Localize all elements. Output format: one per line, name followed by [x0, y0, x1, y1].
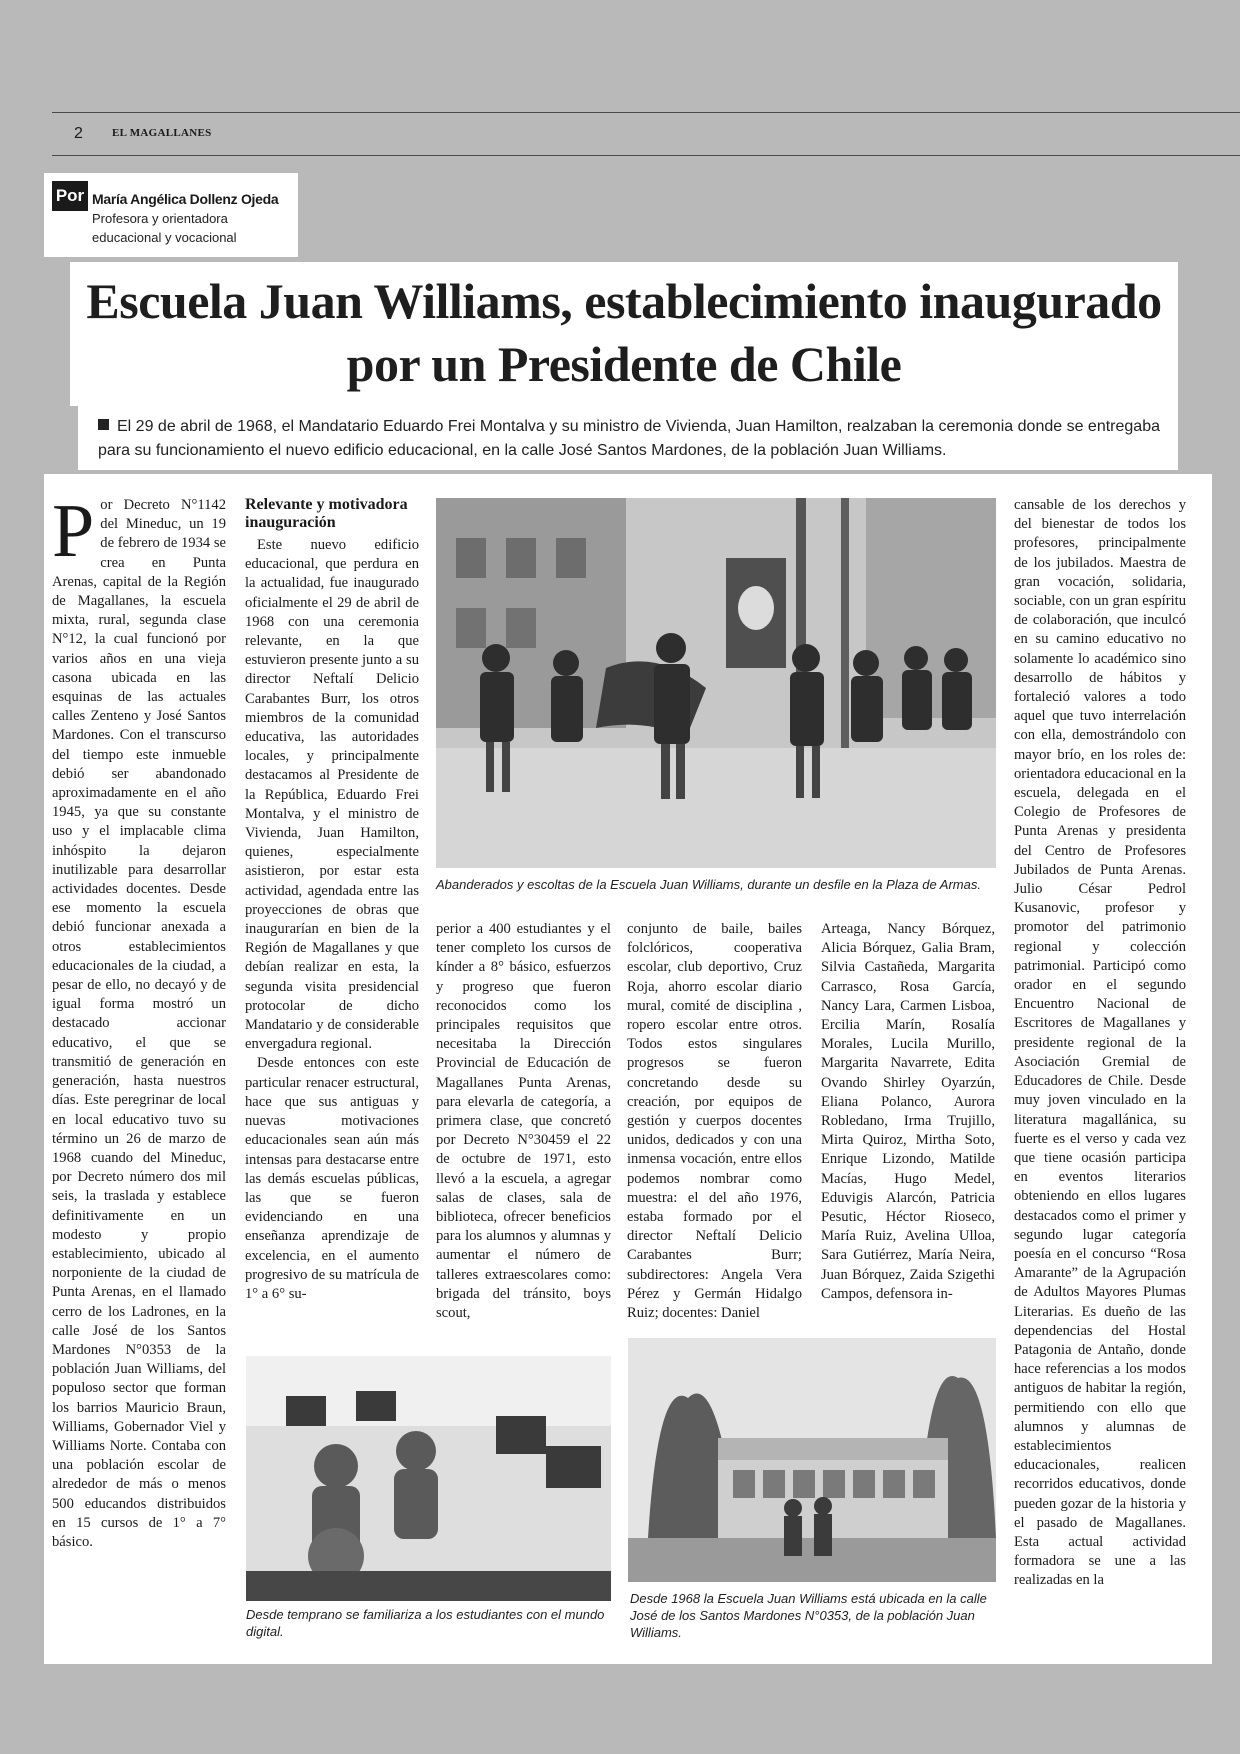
author-role: Profesora y orientadora educacional y vocacional	[92, 211, 237, 245]
column-3-text: perior a 400 estudiantes y el tener completo los cursos de kínder a 8° básico, esfuerzos y progreso que fueron reconocidos como los principales requisitos que necesitaba la Dirección Provincial de Educación de Magallanes Punta Arenas, para elevarla de categoría, a primera clase, que concretó por Decreto N°30459 el 22 de octubre de 1971, esto llevó a la escuela, a agregar salas de clases, sala de biblioteca, ofrecer beneficios para los alumnos y alumnas y aumentar el número de talleres extraescolares como: brigada del tránsito, boys scout,	[436, 921, 611, 1322]
headline: Escuela Juan Williams, establecimiento inaugurado por un Presidente de Chile	[86, 273, 1162, 392]
lead-box	[78, 406, 1178, 470]
bullet-square-icon	[98, 419, 109, 430]
column-6-text: cansable de los derechos y del bienestar de todos los profesores, principalmente de los jubilados. Maestra de gran vocación, solidaria, sociable, con un gran espíritu de colaboración, que inculcó en su camino educativo no solamente lo académico sino desarrollo de hábitos y fortaleció valores a todo aquel que tuvo interrelación con ella, demostrándolo con mayor brío, en los roles de: orientadora educacional en la escuela, delegada en el Colegio de Profesores de Punta Arenas y presidenta del Centro de Profesores Jubilados de Punta Arenas. Julio César Pedrol Kusanovic, profesor y promotor del patrimonio regional y colección patrimonial. Participó como orador en el segundo Encuentro Nacional de Escritores de Magallanes y presidente regional de la Asociación Gremial de Educadores de Chile. Desde muy joven vinculado en la literatura magallánica, su fuerte es el verso y cada vez que tiene ocasión participa en eventos literarios obteniendo en ellos lugares destacados como el primer y segundo lugar categoría poesía en el concurso “Rosa Amarante” de la Agrupación de Adultos Mayores Plumas Literarias. Es dueño de las dependencias del Hostal Patagonia de Antaño, donde hace referencias a los modos antiguos de habitar la región, permitiendo con ello que alumnos y alumnas de establecimientos educacionales, realicen recorridos educativos, donde pueden gozar de la historia y el pasado de Magallanes. Esta actual actividad formadora se une a las realizadas en la	[1014, 497, 1186, 1589]
headline-box	[70, 262, 1178, 406]
computer-lab-caption: Desde temprano se familiariza a los estudiantes con el mundo digital.	[246, 1607, 605, 1639]
article-column-4	[627, 920, 802, 1346]
school-building-photo	[628, 1338, 996, 1582]
parade-photo-illustration	[436, 498, 996, 868]
column-4-text: conjunto de baile, bailes folclóricos, cooperativa escolar, club deportivo, Cruz Roja, ahorro escolar diario mural, comité de disciplina , ropero escolar entre otros. Todos estos singulares progresos se fueron concretando desde su creación, por equipos de gestión y cuerpos docentes unidos, dedicados y con una inmensa vocación, entre ellos podemos nombrar como muestra: el del año 1976, estaba formado por el director Neftalí Delicio Carabantes Burr; subdirectores: Angela Vera Pérez y Germán Hidalgo Ruiz; docentes: Daniel	[627, 921, 802, 1322]
author-name: María Angélica Dollenz Ojeda	[92, 191, 279, 207]
article-column-6	[1014, 496, 1186, 1636]
lead-paragraph	[98, 415, 1168, 463]
column-5-text: Arteaga, Nancy Bórquez, Alicia Bórquez, Galia Bram, Silvia Castañeda, Margarita Carrasco, Rosa García, Nancy Lara, Carmen Lisboa, Ercilia Marín, Rosalía Morales, Lucila Murillo, Margarita Navarrete, Edita Ovando Shirley Oyarzún, Eliana Polanco, Aurora Robledano, Irma Trujillo, Mirta Quiroz, Mirtha Soto, Enrique Lizondo, Matilde Macías, Hugo Medel, Eduvigis Alarcón, Patricia Pesutic, Héctor Rioseco, María Ruiz, Avelina Ulloa, Sara Gutiérrez, María Neira, Juan Bórquez, Zaida Szigethi Campos, defensora in-	[821, 921, 995, 1302]
article-column-1	[52, 496, 226, 1646]
lead-text: El 29 de abril de 1968, el Mandatario Eduardo Frei Montalva y su ministro de Vivienda, Juan Hamilton, realzaban la ceremonia donde se entregaba para su funcionamiento el nuevo edificio educacional, en la calle José Santos Mardones, de la población Juan Williams.	[98, 418, 1160, 459]
parade-photo-caption: Abanderados y escoltas de la Escuela Juan Williams, durante un desfile en la Plaza de Armas.	[436, 877, 981, 892]
column-2-paragraph-1: Este nuevo edificio educacional, que perdura en la actualidad, fue inaugurado oficialmente el 29 de abril de 1968 con una ceremonia relevante, en la que estuvieron presente junto a su director Neftalí Delicio Carabantes Burr, los otros miembros de la comunidad educativa, las autoridades locales, y principalmente destacamos al Presidente de la República, Eduardo Frei Montalva, y el ministro de Vivienda, Juan Hamilton, quienes, especialmente asistieron, por estar esta actividad, agendada entre las proyecciones de obras que inaugurarían en bien de la Región de Magallanes y que debían realizar en esta, la segunda visita presidencial protocolar de dicho Mandatario y de considerable envergadura regional.	[245, 537, 419, 1053]
article-column-5	[821, 920, 995, 1320]
school-building-caption: Desde 1968 la Escuela Juan Williams está ubicada en la calle José de los Santos Mardones N°0353, de la población Juan Williams.	[630, 1591, 987, 1640]
column-2-paragraph-2: Desde entonces con este particular renacer estructural, hace que sus antiguas y nuevas motivaciones educacionales sean aún más intensas para destacarse entre las demás escuelas públicas, las que se fueron evidenciando en una enseñanza aprendizaje de excelencia, en el aumento progresivo de su matrícula de 1° a 6° su-	[245, 1055, 419, 1302]
school-building-illustration	[628, 1338, 996, 1582]
page-number: 2	[74, 125, 83, 142]
computer-lab-illustration	[246, 1356, 611, 1601]
computer-lab-photo	[246, 1356, 611, 1601]
top-rule	[52, 112, 1240, 113]
por-label: Por	[52, 181, 88, 211]
article-column-2	[245, 496, 419, 1356]
subhead: Relevante y motivadora inauguración	[245, 496, 408, 531]
drop-cap: P	[52, 496, 95, 573]
parade-photo	[436, 498, 996, 868]
column-1-text: or Decreto N°1142 del Mineduc, un 19 de febrero de 1934 se crea en Punta Arenas, capital de la Región de Magallanes, la escuela mixta, rural, segunda clase N°12, la cual funcionó por varios años en una vieja casona ubicada en las esquinas de las actuales calles Zenteno y José Santos Mardones. Con el transcurso del tiempo este inmueble debió ser abandonado aproximadamente en el año 1945, ya que su constante uso y el implacable clima inhóspito la dejaron inutilizable para desarrollar actividades docentes. Desde ese momento la escuela debió funcionar anexada a otros establecimientos educacionales de la ciudad, a pesar de ello, no decayó y de igual forma mostró un destacado accionar educativo, el que se transmitió de generación en generación, hasta nuestros días. Este peregrinar de local en local educativo tuvo su término un 26 de marzo de 1968 cuando del Mineduc, por Decreto número dos mil seis, la traslada y establece definitivamente en un modesto y propio establecimiento, ubicado al norponiente de la ciudad de Punta Arenas, en el llamado cerro de los Ladrones, en la calle José de los Santos Mardones N°0353 de la población Juan Williams, del populoso sector que forman los barrios Mauricio Braun, Williams, Gobernador Viel y Williams Norte. Contaba con una población escolar de alrededor de más o menos 500 educandos distribuidos en 15 cursos de 1° a 7° básico.	[52, 497, 226, 1550]
byline	[44, 173, 298, 257]
masthead-rule	[52, 155, 1240, 156]
newspaper-name: EL MAGALLANES	[112, 127, 212, 139]
article-column-3	[436, 920, 611, 1346]
